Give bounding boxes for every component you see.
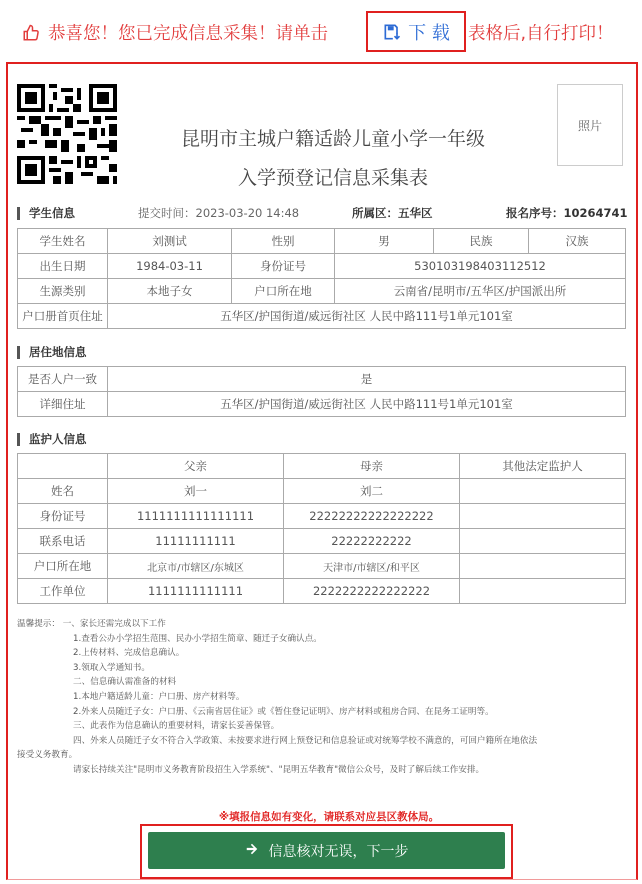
value-cell	[460, 579, 626, 604]
value-cell: 22222222222222222	[284, 504, 460, 529]
label-cell: 是否人户一致	[18, 367, 108, 392]
guardian-section-title: 监护人信息	[29, 432, 87, 446]
student-section-heading	[17, 205, 75, 221]
download-label: 下 载	[408, 22, 450, 44]
label-cell: 户口所在地	[232, 279, 335, 304]
section-marker	[17, 433, 20, 446]
label-cell: 户口所在地	[18, 554, 108, 579]
value-cell: 刘测试	[108, 229, 232, 254]
value-cell: 1984-03-11	[108, 254, 232, 279]
note-line: 1.本地户籍适龄儿童：户口册、房产材料等。	[73, 691, 245, 702]
label-cell: 性别	[232, 229, 335, 254]
note-line: 请家长持续关注"昆明市义务教育阶段招生入学系统"、"昆明五华教育"微信公众号，及时了解后续工作安排。	[73, 764, 485, 775]
header-cell: 其他法定监护人	[460, 454, 626, 479]
next-step-label: 信息核对无误，下一步	[268, 843, 409, 860]
value-cell: 1111111111111111	[108, 504, 284, 529]
value-cell: 是	[108, 367, 626, 392]
download-button[interactable]	[366, 11, 466, 52]
label-cell: 户口册首页住址	[18, 304, 108, 329]
next-step-button[interactable]	[148, 832, 505, 869]
success-banner	[0, 0, 642, 62]
note-line: 四、外来人员随迁子女不符合入学政策、未按要求进行网上预登记和信息验证或对统筹学校不满意的，可回户籍所在地依法	[73, 735, 538, 746]
label-cell: 出生日期	[18, 254, 108, 279]
note-line: 温馨提示： 一、家长还需完成以下工作	[17, 619, 166, 629]
arrow-right-icon	[245, 842, 259, 860]
label-cell: 生源类别	[18, 279, 108, 304]
success-message	[22, 20, 328, 45]
table-header-row	[18, 454, 626, 479]
value-cell: 1111111111111	[108, 579, 284, 604]
section-marker	[17, 207, 20, 220]
photo-placeholder: 照片	[557, 84, 623, 166]
label-cell: 姓名	[18, 479, 108, 504]
table-row	[18, 392, 626, 417]
note-line: 二、信息确认需准备的材料	[73, 677, 177, 688]
label-cell: 民族	[434, 229, 529, 254]
note-line: 3.领取入学通知书。	[73, 662, 150, 673]
label-cell: 工作单位	[18, 579, 108, 604]
guardian-section-heading	[17, 431, 87, 447]
label-cell: 学生姓名	[18, 229, 108, 254]
submit-time: 提交时间：2023-03-20 14:48	[138, 206, 300, 220]
success-message-text: 恭喜您！您已完成信息采集！请单击	[48, 24, 328, 44]
value-cell	[460, 554, 626, 579]
value-cell: 男	[335, 229, 434, 254]
value-cell: 刘一	[108, 479, 284, 504]
note-line: 2.外来人员随迁子女：户口册、《云南省居住证》或《暂住登记证明》、房产材料或租房合同、在昆务工证明等。	[73, 706, 494, 717]
banner-tail-text: 表格后,自行打印！	[468, 24, 614, 44]
download-save-icon	[382, 22, 402, 42]
value-cell: 本地子女	[108, 279, 232, 304]
residence-section-title: 居住地信息	[29, 345, 87, 359]
table-row	[18, 554, 626, 579]
header-cell	[18, 454, 108, 479]
guardian-info-table	[17, 453, 626, 604]
value-cell: 云南省/昆明市/五华区/护国派出所	[335, 279, 626, 304]
note-line: 接受义务教育。	[17, 750, 78, 761]
value-cell: 22222222222	[284, 529, 460, 554]
label-cell: 身份证号	[232, 254, 335, 279]
student-section-title: 学生信息	[29, 206, 75, 220]
table-row	[18, 579, 626, 604]
header-cell: 父亲	[108, 454, 284, 479]
label-cell: 身份证号	[18, 504, 108, 529]
value-cell: 530103198403112512	[335, 254, 626, 279]
value-cell	[460, 479, 626, 504]
note-line: 2.上传材料、完成信息确认。	[73, 648, 185, 659]
value-cell: 刘二	[284, 479, 460, 504]
residence-info-table	[17, 366, 626, 417]
table-row	[18, 304, 626, 329]
value-cell	[460, 529, 626, 554]
value-cell	[460, 504, 626, 529]
value-cell: 汉族	[529, 229, 626, 254]
table-row	[18, 229, 626, 254]
form-title-line2: 入学预登记信息采集表	[237, 167, 428, 189]
table-row	[18, 479, 626, 504]
value-cell: 11111111111	[108, 529, 284, 554]
value-cell: 2222222222222222	[284, 579, 460, 604]
form-title-line1: 昆明市主城户籍适龄儿童小学一年级	[180, 128, 485, 150]
label-cell: 联系电话	[18, 529, 108, 554]
thumbs-up-icon	[22, 24, 40, 42]
table-row	[18, 367, 626, 392]
registration-number: 报名序号：10264741	[506, 206, 628, 220]
table-row	[18, 504, 626, 529]
residence-section-heading	[17, 344, 87, 360]
notes-block	[17, 617, 627, 778]
table-row	[18, 529, 626, 554]
label-cell: 详细住址	[18, 392, 108, 417]
value-cell: 天津市/市辖区/和平区	[284, 554, 460, 579]
change-warning: ※填报信息如有变化，请联系对应县区教体局。	[218, 811, 440, 823]
student-info-table	[17, 228, 626, 329]
header-cell: 母亲	[284, 454, 460, 479]
value-cell: 五华区/护国街道/威远街社区 人民中路111号1单元101室	[108, 304, 626, 329]
note-line: 1.查看公办小学招生范围、民办小学招生简章、随迁子女确认点。	[73, 633, 322, 644]
table-row	[18, 254, 626, 279]
section-marker	[17, 346, 20, 359]
value-cell: 北京市/市辖区/东城区	[108, 554, 284, 579]
district: 所属区：五华区	[352, 206, 433, 220]
value-cell: 五华区/护国街道/威远街社区 人民中路111号1单元101室	[108, 392, 626, 417]
note-line: 三、此表作为信息确认的重要材料，请家长妥善保管。	[73, 721, 280, 732]
table-row	[18, 279, 626, 304]
